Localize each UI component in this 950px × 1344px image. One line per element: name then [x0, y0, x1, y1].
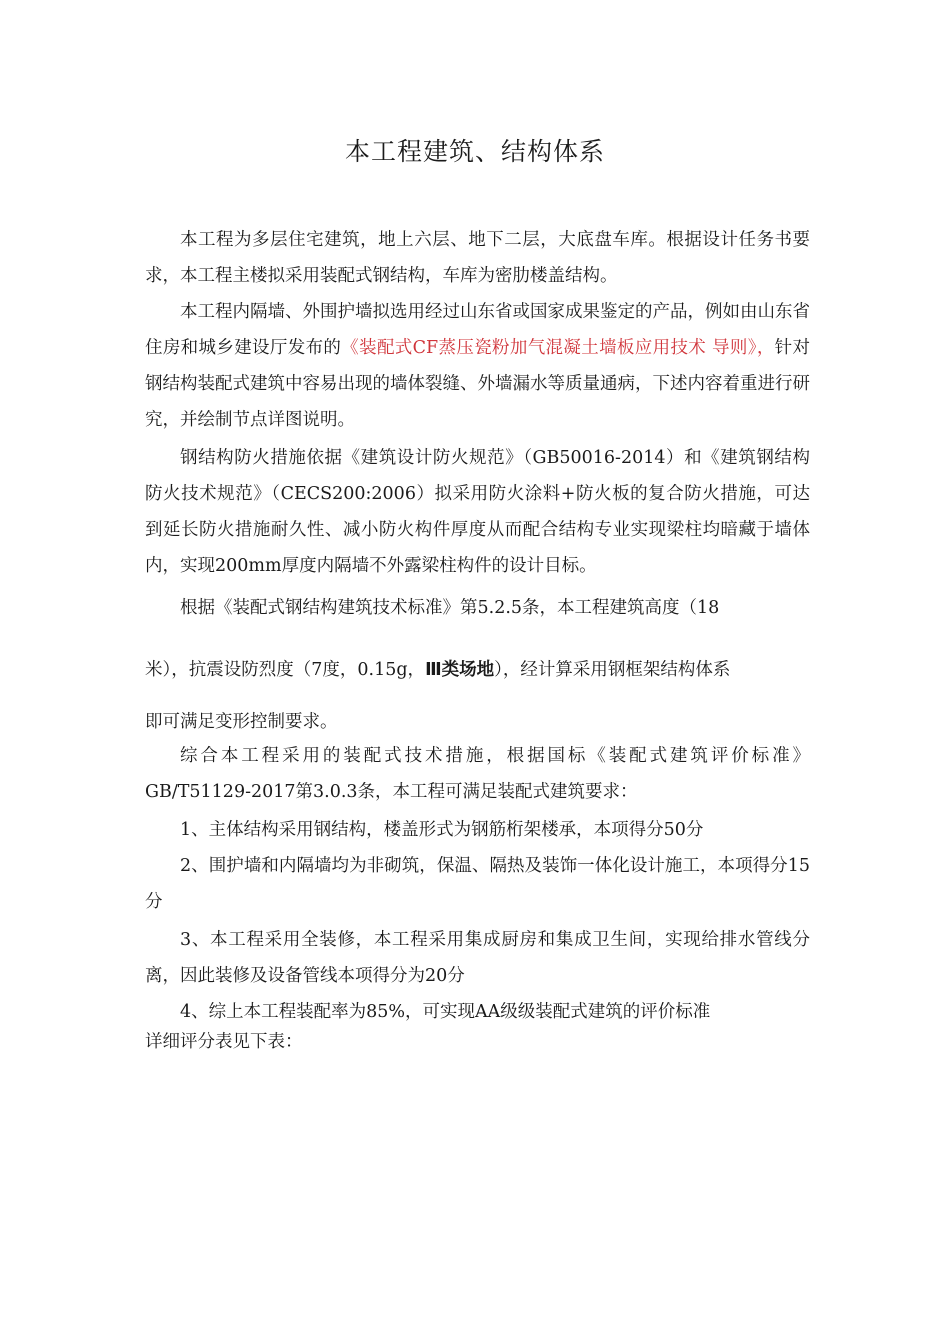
paragraph-assessment: 综合本工程采用的装配式技术措施，根据国标《装配式建筑评价标准》GB/T51129-2017第3.0.3条，本工程可满足装配式建筑要求： [145, 746, 810, 802]
paragraph-wall-panels-text: 本工程内隔墙、外围护墙拟选用经过山东省或国家成果鉴定的产品，例如由山东省住房和城乡建设厅发布的 [145, 302, 810, 358]
seismic-text-b: ），经计算采用钢框架结构体系 [494, 660, 731, 680]
table-reference-line: 详细评分表见下表： [145, 1032, 303, 1052]
paragraph-overview: 本工程为多层住宅建筑，地上六层、地下二层，大底盘车库。根据设计任务书要求，本工程主楼拟采用装配式钢结构，车库为密肋楼盖结构。 [145, 230, 810, 286]
paragraph-fire-protection: 钢结构防火措施依据《建筑设计防火规范》（GB50016-2014）和《建筑钢结构防火技术规范》（CECS200:2006）拟采用防火涂料+防火板的复合防火措施，可达到延长防火措施耐久性、减小防火构件厚度从而配合结构专业实现梁柱均暗藏于墙体内，实现200mm厚度内隔墙不外露梁柱构件的设计目标。 [145, 448, 810, 576]
paragraph-height-line3: 即可满足变形控制要求。 [145, 712, 338, 732]
seismic-text-a: 米），抗震设防烈度（7度，0.15g， [145, 660, 426, 680]
list-item-3: 3、本工程采用全装修，本工程采用集成厨房和集成卫生间，实现给排水管线分离，因此装修及设备管线本项得分为20分 [145, 930, 810, 986]
guideline-reference: 《装配式CF蒸压瓷粉加气混凝土墙板应用技术 导则》， [341, 338, 775, 358]
document-title: 本工程建筑、结构体系 [344, 137, 605, 166]
paragraph-seismic-line [145, 652, 810, 688]
list-item-1: 1、主体结构采用钢结构，楼盖形式为钢筋桁架楼承，本项得分50分 [180, 820, 704, 840]
list-item-2: 2、围护墙和内隔墙均为非砌筑，保温、隔热及装饰一体化设计施工，本项得分15分 [145, 856, 810, 912]
list-item-4: 4、综上本工程装配率为85%，可实现AA级级装配式建筑的评价标准 [180, 1002, 711, 1022]
paragraph-height-line1: 根据《装配式钢结构建筑技术标准》第5.2.5条，本工程建筑高度（18 [180, 598, 720, 618]
paragraph-wall-panels [145, 294, 810, 438]
site-class: Ⅲ类场地 [425, 660, 495, 680]
paragraph-wall-panels-text-end: 针对钢结构装配式建筑中容易出现的墙体裂缝、外墙漏水等质量通病，下述内容着重进行研究，并绘制节点详图说明。 [145, 338, 811, 430]
